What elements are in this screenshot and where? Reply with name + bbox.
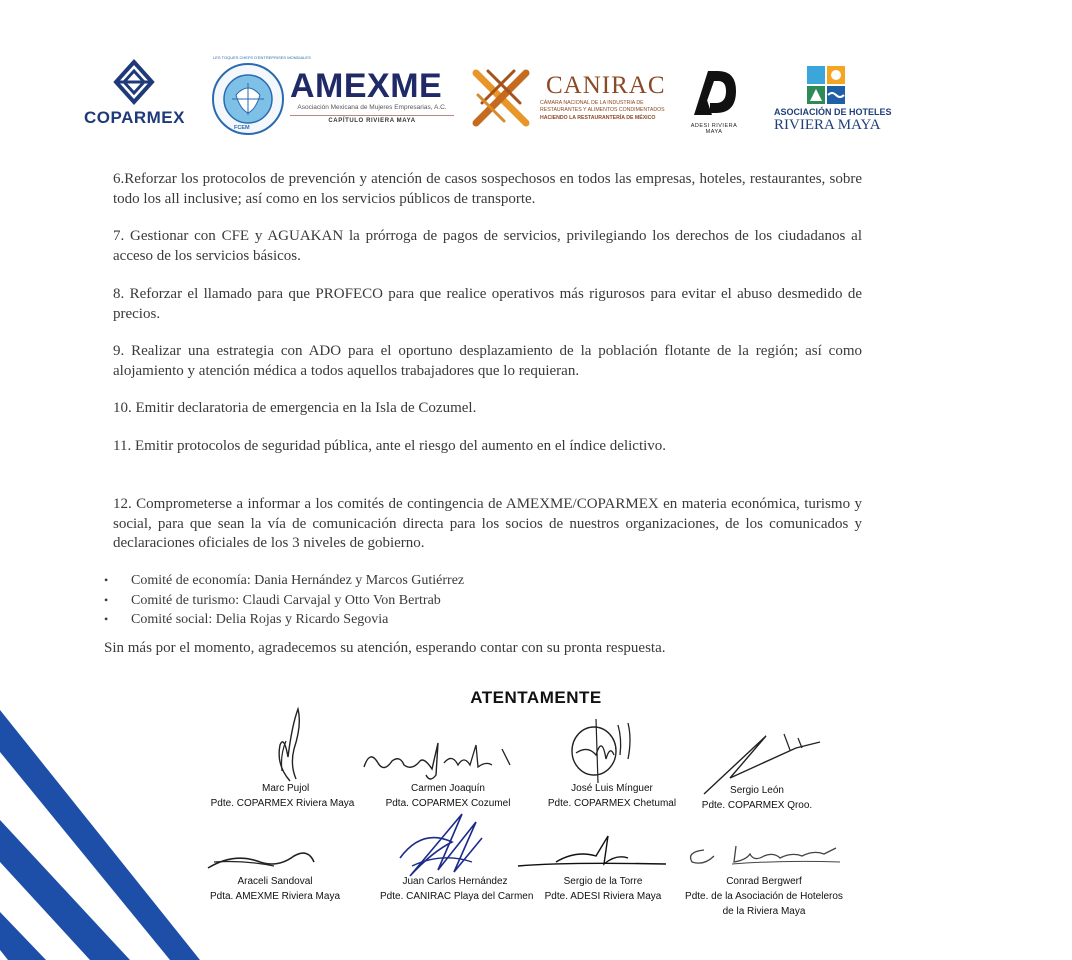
canirac-wordmark: CANIRAC bbox=[546, 72, 666, 99]
hoteles-logo bbox=[774, 55, 892, 135]
amexme-divider bbox=[290, 115, 454, 116]
signatory-role: Pdte. CANIRAC Playa del Carmen bbox=[380, 891, 534, 902]
coparmex-emblem-icon bbox=[112, 60, 156, 104]
paragraph-8: 8. Reforzar el llamado para que PROFECO para que realice operativos más rigurosos para evitar el abuso desmedido de precios. bbox=[113, 286, 862, 322]
amexme-wordmark: AMEXME bbox=[290, 67, 443, 105]
signatory-role-continued: de la Riviera Maya bbox=[722, 906, 806, 917]
list-item: • Comité de economía: Dania Hernández y Marcos Gutiérrez bbox=[104, 571, 464, 591]
signature-marc-pujol bbox=[266, 705, 316, 785]
amexme-chapter: CAPÍTULO RIVIERA MAYA bbox=[328, 118, 416, 124]
signatory-block bbox=[542, 781, 682, 811]
decorative-stripes bbox=[0, 700, 200, 960]
amexme-subtitle: Asociación Mexicana de Mujeres Empresarias, A.C. bbox=[297, 104, 447, 111]
signatory-block bbox=[694, 783, 820, 813]
signature-juan-carlos-hernandez bbox=[392, 808, 492, 883]
signatory-role: Pdte. COPARMEX Chetumal bbox=[547, 798, 677, 809]
chefs-ring-text: LES TOQUES CHEFS D'ENTREPRISES MONDIALES bbox=[213, 55, 311, 60]
signatory-name: Araceli Sandoval bbox=[237, 876, 313, 887]
signatory-role: Pdta. COPARMEX Cozumel bbox=[385, 798, 511, 809]
signatory-block bbox=[538, 874, 668, 904]
signatory-name: Sergio de la Torre bbox=[563, 876, 643, 887]
paragraph-6: 6.Reforzar los protocolos de prevención y atención de casos sospechosos en todos las empresas, hoteles, restaurantes, sobre todo los all inclusive; así como en los servicios públicos de transporte. bbox=[113, 171, 862, 207]
signatory-role: Pdte. COPARMEX Riviera Maya bbox=[210, 798, 355, 809]
signatory-name: Carmen Joaquín bbox=[411, 783, 485, 794]
signatory-role: Pdte. de la Asociación de Hoteleros bbox=[685, 891, 843, 902]
signatory-name: Sergio León bbox=[730, 785, 784, 796]
adesi-mark-icon bbox=[688, 67, 740, 119]
list-item: • Comité social: Delia Rojas y Ricardo Segovia bbox=[104, 610, 464, 630]
signatory-name: Juan Carlos Hernández bbox=[402, 876, 508, 887]
signatory-name: Marc Pujol bbox=[262, 783, 310, 794]
signatory-block bbox=[200, 874, 350, 904]
signatory-block bbox=[380, 874, 534, 904]
signature-conrad-bergwerf bbox=[684, 840, 844, 870]
canirac-subtitle-2: RESTAURANTES Y ALIMENTOS CONDIMENTADOS bbox=[540, 107, 665, 113]
signatory-name: José Luis Mínguer bbox=[571, 783, 653, 794]
signatory-block bbox=[676, 874, 852, 919]
signatory-block bbox=[200, 781, 365, 811]
coparmex-wordmark: COPARMEX bbox=[84, 108, 185, 127]
signatory-role: Pdta. AMEXME Riviera Maya bbox=[209, 891, 341, 902]
adesi-caption: ADESI RIVIERA MAYA bbox=[690, 123, 738, 135]
signatory-name: Conrad Bergwerf bbox=[726, 876, 802, 887]
logo-bar bbox=[0, 55, 960, 140]
paragraph-7: 7. Gestionar con CFE y AGUAKAN la prórroga de pagos de servicios, privilegiando los derechos de los ciudadanos al acceso de los servicios básicos. bbox=[113, 228, 862, 264]
hoteles-emblem-icon bbox=[806, 65, 846, 105]
list-item: • Comité de turismo: Claudi Carvajal y Otto Von Bertrab bbox=[104, 591, 464, 611]
signatory-role: Pdte. COPARMEX Qroo. bbox=[701, 800, 813, 811]
canirac-slogan: HACIENDO LA RESTAURANTERÍA DE MÉXICO bbox=[540, 115, 656, 121]
amexme-logo bbox=[290, 55, 454, 135]
signature-carmen-joaquin bbox=[360, 735, 520, 785]
paragraph-9: 9. Realizar una estrategia con ADO para el oportuno desplazamiento de la población flotante de la región; así como alojamiento y atención médica a todos aquellos trabajadores que lo requieran. bbox=[113, 343, 862, 379]
canirac-logo bbox=[468, 55, 668, 135]
signature-araceli-sandoval bbox=[204, 842, 322, 874]
chefs-abbr: FCEM bbox=[234, 125, 250, 131]
hoteles-line-2: RIVIERA MAYA bbox=[774, 117, 881, 133]
adesi-logo bbox=[682, 55, 746, 135]
chefs-logo bbox=[210, 55, 311, 135]
canirac-utensils-icon bbox=[468, 65, 534, 131]
paragraph-11: 11. Emitir protocolos de seguridad pública, ante el riesgo del aumento en el índice delictivo. bbox=[113, 438, 667, 454]
signatory-block bbox=[378, 781, 518, 811]
canirac-subtitle-1: CÁMARA NACIONAL DE LA INDUSTRIA DE bbox=[540, 100, 644, 106]
coparmex-logo bbox=[72, 55, 197, 135]
hoteles-line-1: ASOCIACIÓN DE HOTELES bbox=[774, 107, 892, 117]
paragraph-10: 10. Emitir declaratoria de emergencia en la Isla de Cozumel. bbox=[113, 400, 477, 416]
committee-list bbox=[104, 571, 464, 630]
signature-sergio-de-la-torre bbox=[516, 832, 676, 872]
signatory-role: Pdte. ADESI Riviera Maya bbox=[544, 891, 662, 902]
closing-line: Sin más por el momento, agradecemos su atención, esperando contar con su pronta respuesta. bbox=[104, 640, 666, 656]
signature-jose-luis-minguer bbox=[562, 715, 642, 785]
sign-off-heading: ATENTAMENTE bbox=[470, 688, 602, 707]
paragraph-12: 12. Comprometerse a informar a los comités de contingencia de AMEXME/COPARMEX en materia económica, turismo y social, para que sean la vía de comunicación directa para los socios de nuestros organizaciones, de los comunicados y declaraciones oficiales de los 3 niveles de gobierno. bbox=[113, 496, 862, 551]
